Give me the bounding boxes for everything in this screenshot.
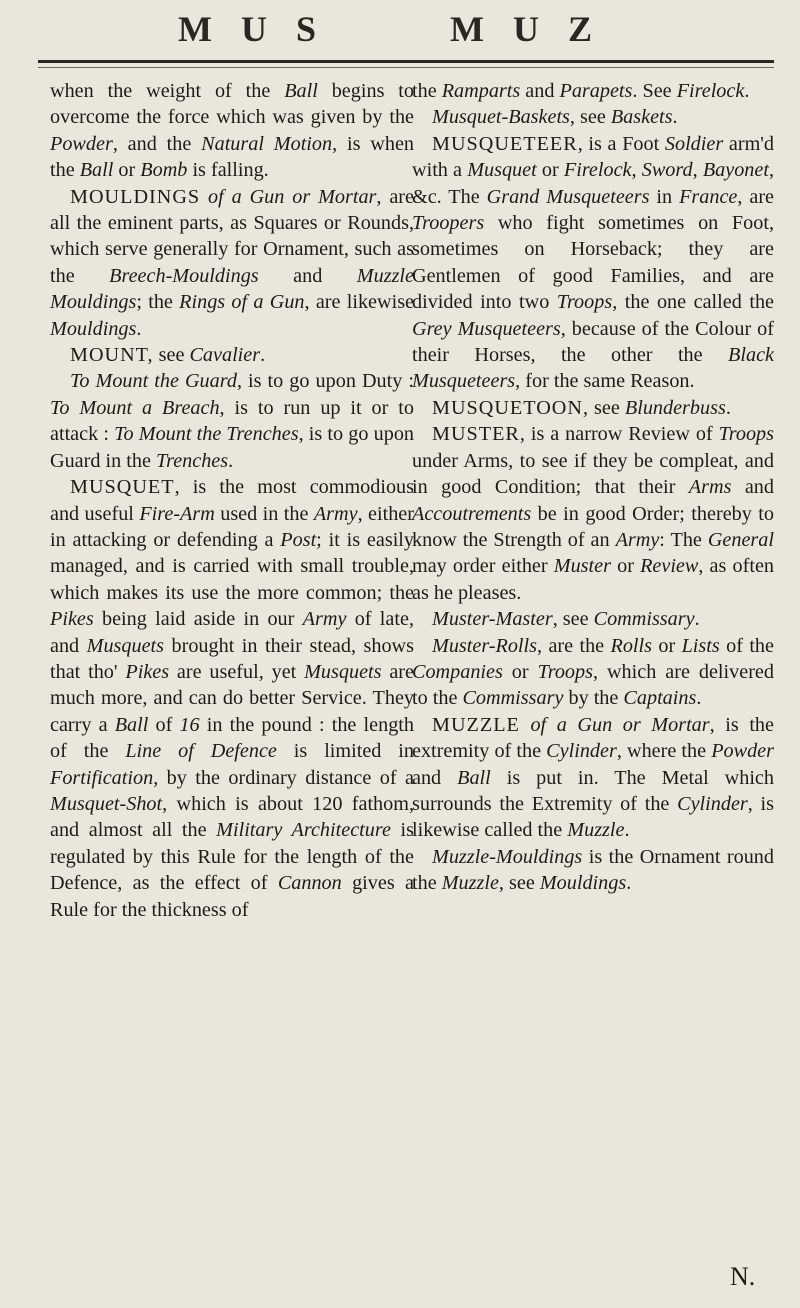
italic-term: Troops: [537, 660, 593, 683]
italic-term: Fortification: [50, 766, 154, 789]
italic-term: Bomb: [140, 159, 188, 182]
italic-term: Blunderbuss: [624, 396, 726, 419]
entry-text: of: [148, 713, 180, 736]
entry-paragraph: [412, 395, 774, 421]
entry-text: or: [536, 159, 564, 182]
entry-text: ,: [692, 159, 703, 182]
entry-text: and: [520, 80, 560, 102]
entry-text: .: [136, 317, 142, 340]
entry-text: are much more, and can do better Service. They carry a: [50, 660, 414, 736]
italic-term: Mouldings: [539, 872, 627, 895]
italic-term: Accoutrements: [412, 502, 532, 525]
entry-text: , as often as he pleases.: [412, 555, 774, 604]
entry-text: of late, and: [50, 608, 414, 657]
entry-text: who fight sometimes on Foot, sometimes on Horseback; they are Gentlemen of good Families, and are divided into two: [412, 212, 774, 314]
entry-paragraph: [50, 368, 414, 474]
italic-term: Ball: [79, 159, 114, 182]
italic-term: Sword: [641, 159, 693, 182]
entry-text: , is to go upon Duty :: [236, 370, 414, 393]
entry-text: , see: [569, 106, 611, 129]
italic-term: Fire-Arm: [139, 502, 215, 525]
italic-term: Muster-Rolls: [432, 634, 538, 657]
italic-term: Pikes: [125, 660, 170, 683]
entry-paragraph: [412, 633, 774, 712]
catchword: N.: [730, 1262, 756, 1291]
entry-text: , is the most commodious and useful: [50, 476, 414, 525]
entry-text: , are likewise: [304, 291, 415, 314]
entry-text: in: [649, 185, 680, 208]
italic-term: Firelock: [676, 80, 745, 102]
entry-text: is limited in: [276, 740, 415, 763]
entry-text: by the: [563, 687, 624, 710]
left-column: [50, 78, 414, 923]
entry-text: .: [260, 344, 266, 367]
entry-text: , where the: [616, 740, 712, 763]
entry-text: .: [624, 819, 630, 842]
entry-text: , is to go upon Guard in the: [50, 423, 415, 472]
italic-term: To Mount a Breach: [50, 396, 220, 419]
italic-term: General: [707, 528, 774, 551]
entry-text: , is when the: [50, 132, 414, 182]
entry-text: is put in. The Metal which surrounds the Extremity of the: [412, 766, 774, 815]
entry-text: the: [412, 80, 442, 102]
entry-paragraph: [412, 131, 774, 395]
italic-term: To Mount the Guard: [70, 370, 237, 393]
entry-text: .: [626, 872, 632, 895]
entry-text: being laid aside in our: [93, 608, 303, 631]
entry-text: see: [589, 396, 625, 419]
entry-paragraph: [50, 78, 414, 184]
entry-text: is regulated by this Rule for the length of the Defence, as the effect of: [50, 819, 414, 895]
entry-text: , and the: [112, 132, 202, 155]
entry-text: , for the same Reason.: [515, 370, 695, 393]
italic-term: Troops: [718, 423, 774, 446]
italic-term: Review: [640, 555, 699, 578]
entry-text: , by the ordinary distance of a: [153, 766, 414, 789]
italic-term: Natural Motion: [201, 132, 333, 155]
entry-text: , which are delivered to the: [412, 660, 774, 710]
entry-paragraph: [50, 184, 414, 342]
italic-term: Commissary: [462, 687, 564, 710]
italic-term: Cylinder: [677, 792, 748, 815]
italic-term: Army: [313, 502, 358, 525]
entry-text: , is the extremity of the: [412, 713, 774, 763]
entry-text: or: [652, 634, 682, 657]
entry-text: , see: [498, 872, 540, 895]
italic-term: Breech-Mouldings: [109, 264, 259, 287]
italic-term: Line of Defence: [125, 740, 277, 763]
italic-term: Troopers: [412, 212, 485, 235]
italic-term: Lists: [681, 634, 720, 657]
italic-term: Troops: [556, 291, 613, 314]
entry-text: .: [744, 80, 750, 102]
running-header: [0, 0, 800, 60]
entry-text: may order either: [412, 555, 554, 578]
entry-text: arm'd with a: [412, 132, 775, 182]
italic-term: Firelock: [563, 159, 632, 182]
italic-term: Grey Musqueteers: [412, 317, 561, 340]
italic-term: Musquets: [304, 660, 382, 683]
entry-text: .: [228, 449, 234, 472]
entry-text: and: [731, 476, 774, 499]
italic-term: To Mount the Trenches: [114, 423, 299, 446]
italic-term: Powder: [50, 132, 113, 155]
entry-headword: MUSQUET: [70, 476, 175, 499]
entry-text: are useful, yet: [169, 660, 305, 683]
entry-text: brought in their stead, shows that tho': [50, 634, 414, 683]
italic-term: Ball: [457, 766, 491, 789]
right-column: [412, 78, 774, 897]
entry-paragraph: [50, 474, 414, 923]
entry-text: .: [672, 106, 678, 129]
entry-text: ; it is easily managed, and is carried with small trouble, which makes its use the more common; the: [50, 528, 414, 604]
italic-term: Muster-Master: [432, 608, 553, 631]
entry-paragraph: [412, 421, 774, 606]
italic-term: Musquet-Shot: [50, 792, 163, 815]
italic-term: France: [679, 185, 738, 208]
italic-term: Powder: [711, 740, 774, 763]
italic-term: Army: [302, 608, 347, 631]
italic-term: Musquets: [86, 634, 165, 657]
entry-text: , which is about 120 fathom, and almost all the: [50, 792, 414, 842]
italic-term: Mouldings: [50, 317, 137, 340]
entry-text: or: [113, 159, 141, 182]
entry-text: and: [412, 766, 458, 789]
entry-paragraph: [412, 844, 774, 897]
entry-text: in the pound : the length of the: [50, 713, 414, 763]
entry-text: see: [153, 344, 190, 367]
entry-text: when the weight of the: [50, 80, 285, 102]
italic-term: Rings of a Gun: [179, 291, 305, 314]
entry-paragraph: [412, 104, 774, 130]
italic-term: Muzzle-Mouldings: [432, 845, 583, 868]
entry-text: used in the: [214, 502, 314, 525]
italic-term: of a Gun or Mortar: [519, 713, 710, 736]
entry-text: or: [610, 555, 641, 578]
italic-term: Muzzle Mouldings: [50, 264, 414, 314]
entry-text: and: [258, 264, 357, 287]
entry-headword: MUSQUETOON,: [432, 396, 589, 419]
entry-text: , is likewise called the: [412, 792, 774, 842]
entry-text: ,: [631, 159, 642, 182]
header-rule: [38, 60, 774, 63]
italic-term: Military Architecture: [216, 819, 391, 842]
entry-headword: MOULDINGS: [70, 185, 201, 208]
italic-term: Muzzle: [441, 872, 499, 895]
entry-text: , is a narrow Review of: [519, 423, 719, 446]
entry-paragraph: [412, 78, 774, 104]
entry-text: , are the: [537, 634, 611, 657]
italic-term: Trenches: [155, 449, 229, 472]
italic-term: Soldier: [664, 132, 724, 155]
entry-text: , either in attacking or defending a: [50, 502, 414, 551]
entry-headword: MOUNT,: [70, 344, 154, 367]
header-left-word: M U S: [178, 9, 326, 49]
entry-text: begins to overcome the force which was given by the: [50, 80, 414, 129]
italic-term: Musquet-Baskets: [432, 106, 570, 129]
entry-headword: MUSTER: [432, 423, 520, 446]
italic-term: Ramparts: [441, 80, 521, 102]
italic-term: Muzzle: [567, 819, 625, 842]
italic-term: Muster: [553, 555, 611, 578]
entry-paragraph: [412, 606, 774, 632]
entry-text: of the: [719, 634, 774, 657]
italic-term: Black Musqueteers: [412, 344, 774, 393]
entry-text: , are all the eminent parts, as Squares or Rounds, which serve generally for Ornament, such as the: [50, 185, 414, 287]
italic-term: Ball: [114, 713, 149, 736]
entry-headword: MUZZLE: [432, 713, 520, 736]
entry-text: is the Ornament round the: [412, 845, 774, 895]
entry-text: be in good Order; thereby to know the Strength of an: [412, 502, 774, 551]
entry-text: , is to run up it or to attack :: [50, 396, 414, 446]
entry-text: , is a Foot: [577, 132, 665, 155]
entry-text: gives a Rule for the thickness of: [50, 872, 414, 921]
entry-text: , the one called the: [612, 291, 774, 314]
entry-text: .: [696, 687, 702, 710]
italic-term: Ball: [284, 80, 318, 102]
italic-term: Baskets: [610, 106, 673, 129]
italic-term: Grand Musqueteers: [486, 185, 650, 208]
entry-paragraph: [50, 342, 414, 368]
entry-text: , are: [737, 185, 775, 208]
italic-term: Musquet: [467, 159, 537, 182]
entry-text: is falling.: [187, 159, 269, 182]
italic-term: Pikes: [50, 608, 94, 631]
entry-text: ; the: [136, 291, 180, 314]
entry-text: .: [725, 396, 731, 419]
entry-text: , &c. The: [412, 159, 775, 208]
italic-term: Captains: [623, 687, 697, 710]
italic-term: Rolls: [610, 634, 652, 657]
entry-text: .: [694, 608, 700, 631]
entry-headword: MUSQUETEER: [432, 132, 578, 155]
italic-term: Post: [280, 528, 317, 551]
entry-paragraph: [412, 712, 774, 844]
header-right-word: M U Z: [450, 9, 602, 49]
italic-term: Commissary: [593, 608, 695, 631]
italic-term: Arms: [688, 476, 732, 499]
entry-text: , see: [552, 608, 594, 631]
entry-text: or: [502, 660, 538, 683]
entry-text: , because of the Colour of their Horses, the other the: [412, 317, 774, 367]
entry-text: under Arms, to see if they be compleat, and in good Condition; that their: [412, 449, 774, 499]
italic-term: Companies: [412, 660, 503, 683]
italic-term: Bayonet: [702, 159, 769, 182]
italic-term: Cylinder: [546, 740, 617, 763]
entry-text: : The: [659, 528, 708, 551]
italic-term: Parapets: [559, 80, 633, 102]
entry-text: . See: [632, 80, 677, 102]
italic-term: Cannon: [277, 872, 342, 895]
italic-term: of a Gun or Mortar: [200, 185, 377, 208]
italic-term: 16: [179, 713, 200, 736]
italic-term: Army: [615, 528, 660, 551]
italic-term: Cavalier: [189, 344, 261, 367]
header-rule-thin: [38, 67, 774, 68]
